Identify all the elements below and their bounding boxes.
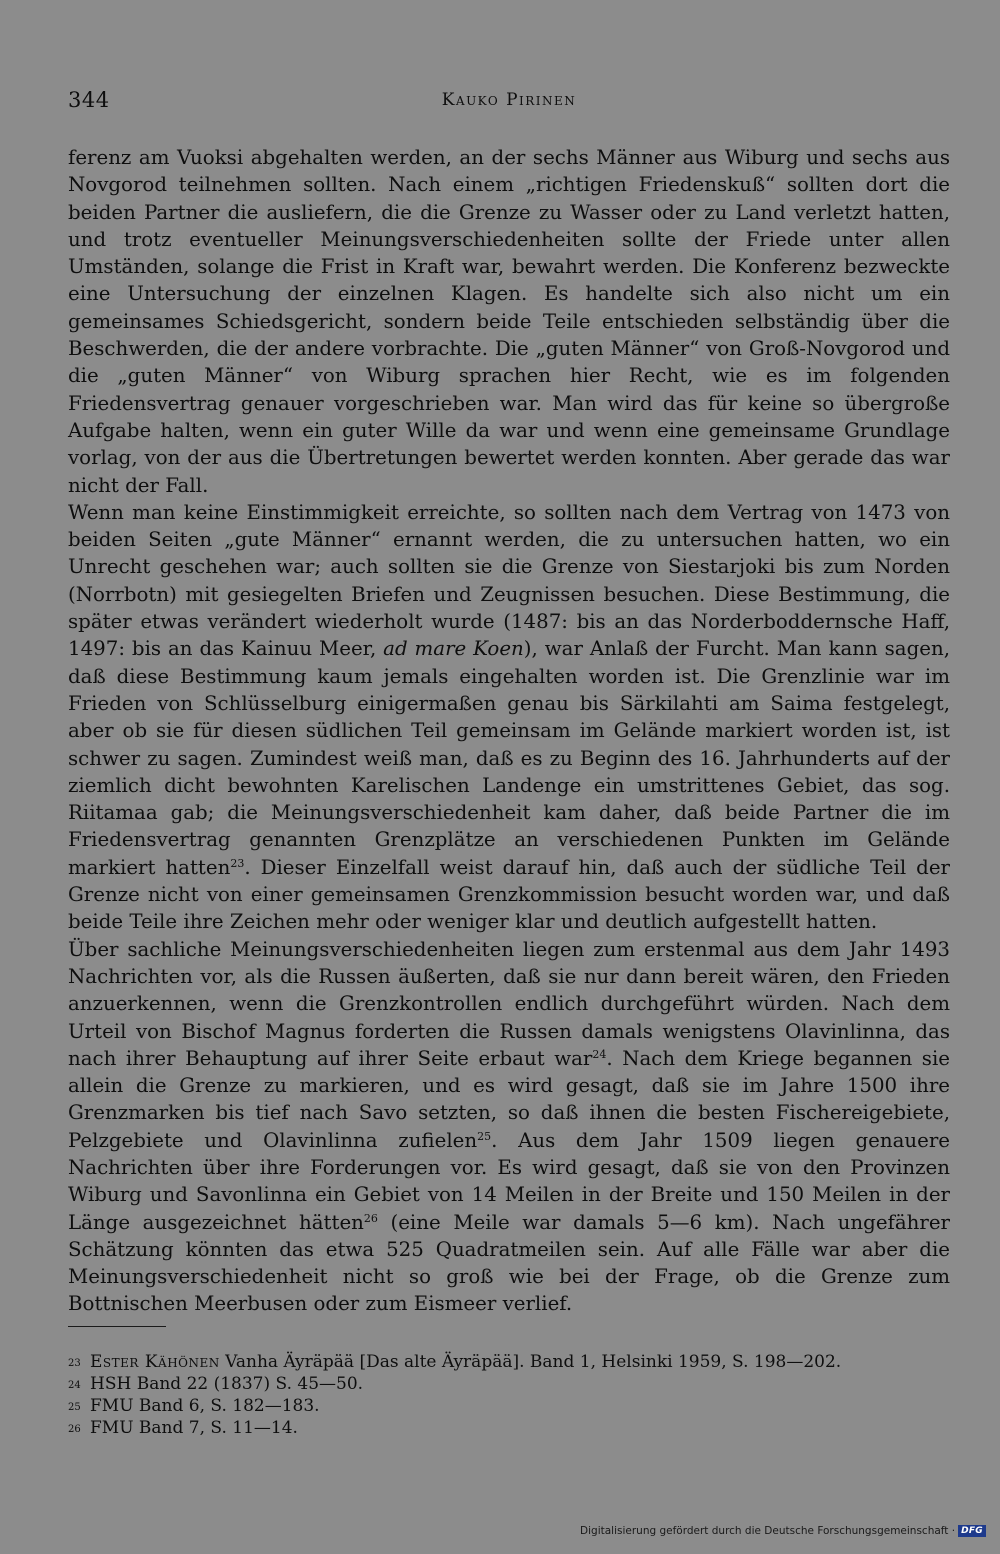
body-text — [68, 144, 950, 1318]
footnote-ref[interactable]: 24 — [592, 1047, 607, 1061]
footnote-number: 25 — [68, 1402, 81, 1413]
footnotes — [68, 1352, 968, 1440]
footnote — [68, 1418, 968, 1440]
dfg-logo-icon: DFG — [958, 1525, 986, 1537]
footnote-number: 26 — [68, 1424, 81, 1435]
footnote — [68, 1352, 968, 1374]
footnote — [68, 1374, 968, 1396]
page-header — [68, 88, 950, 118]
paragraph: Wenn man keine Einstimmigkeit erreichte, so sollten nach dem Vertrag von 1473 von beiden Seiten „gute Männer“ ernannt werden, die zu untersuchen hatten, wo ein Unrecht geschehen war; auch sollten sie die Grenze von Siestarjoki bis zum Norden (Norrbotn) mit gesiegelten Briefen und Zeugnissen besuchen. Diese Bestimmung, die später etwas verändert wiederholt wurde (1487: bis an das Norderboddernsche Haff, 1497: bis an das Kainuu Meer, ad mare Koen), war Anlaß der Furcht. Man kann sagen, daß diese Bestimmung kaum jemals eingehalten worden ist. Die Grenzlinie war im Frieden von Schlüsselburg einigermaßen genau bis Särkilahti am Saima festgelegt, aber ob sie für diesen südlichen Teil gemeinsam im Gelände markiert worden ist, ist schwer zu sagen. Zumindest weiß man, daß es zu Beginn des 16. Jahrhunderts auf der ziemlich dicht bewohnten Karelischen Landenge ein umstrittenes Gebiet, das sog. Riitamaa gab; die Meinungsverschiedenheit kam daher, daß beide Partner die im Friedensvertrag genannten Grenzplätze an verschiedenen Punkten im Gelände markiert hatten$^{23}$. Dieser Einzelfall weist darauf hin, daß auch der südliche Teil der Grenze nicht von einer gemeinsamen Grenzkommission besucht worden war, und daß beide Teile ihre Zeichen mehr oder weniger klar und deutlich aufgestellt hatten. — [68, 500, 950, 934]
digitization-credit — [580, 1525, 986, 1537]
footnote-text: HSH Band 22 (1837) S. 45—50. — [90, 1374, 364, 1394]
footnote-ref[interactable]: 26 — [363, 1211, 378, 1225]
footnote-author: Ester Kähönen — [90, 1352, 220, 1372]
credit-text: Digitalisierung gefördert durch die Deutsche Forschungsgemeinschaft · — [580, 1525, 956, 1537]
footnote-text: Vanha Äyräpää [Das alte Äyräpää]. Band 1, Helsinki 1959, S. 198—202. — [219, 1352, 842, 1372]
footnote-text: FMU Band 7, S. 11—14. — [90, 1418, 298, 1438]
paragraph: Über sachliche Meinungsverschiedenheiten liegen zum erstenmal aus dem Jahr 1493 Nachrichten vor, als die Russen äußerten, daß sie nur dann bereit wären, den Frieden anzuerkennen, wenn die Grenzkontrollen endlich durchgeführt würden. Nach dem Urteil von Bischof Magnus forderten die Russen damals wenigstens Olavinlinna, das nach ihrer Behauptung auf ihrer Seite erbaut war$^{24}$. Nach dem Kriege begannen sie allein die Grenze zu markieren, und es wird gesagt, daß sie im Jahre 1500 ihre Grenzmarken bis tief nach Savo setzten, so daß ihnen die besten Fischereigebiete, Pelzgebiete und Olavinlinna zufielen$^{25}$. Aus dem Jahr 1509 liegen genauere Nachrichten über ihre Forderungen vor. Es wird gesagt, daß sie von den Provinzen Wiburg und Savonlinna ein Gebiet von 14 Meilen in der Breite und 150 Meilen in der Länge ausgezeichnet hätten$^{26}$ (eine Meile war damals 5—6 km). Nach ungefährer Schätzung könnten das etwa 525 Quadratmeilen sein. Auf alle Fälle war aber die Meinungsverschiedenheit nicht so groß wie bei der Frage, ob die Grenze zum Bottnischen Meerbusen oder zum Eismeer verlief. — [68, 937, 950, 1316]
footnote — [68, 1396, 968, 1418]
footnote-number: 24 — [68, 1380, 81, 1391]
running-head: Kauko Pirinen — [441, 90, 577, 110]
latin-phrase: ad mare Koen — [383, 637, 524, 661]
footnote-number: 23 — [68, 1358, 81, 1369]
footnote-ref[interactable]: 23 — [230, 856, 245, 870]
footnote-divider — [68, 1326, 166, 1327]
page-number: 344 — [68, 88, 110, 112]
paragraph: ferenz am Vuoksi abgehalten werden, an der sechs Männer aus Wiburg und sechs aus Novgorod teilnehmen sollten. Nach einem „richtigen Friedenskuß“ sollten dort die beiden Partner die ausliefern, die die Grenze zu Wasser oder zu Land verletzt hatten, und trotz eventueller Meinungsverschiedenheiten sollte der Friede unter allen Umständen, solange die Frist in Kraft war, bewahrt werden. Die Konferenz bezweckte eine Untersuchung der einzelnen Klagen. Es handelte sich also nicht um ein gemeinsames Schiedsgericht, sondern beide Teile entschieden selbständig über die Beschwerden, die der andere vorbrachte. Die „guten Männer“ von Groß-Novgorod und die „guten Männer“ von Wiburg sprachen hier Recht, wie es im folgenden Friedensvertrag genauer vorgeschrieben war. Man wird das für keine so übergroße Aufgabe halten, wenn ein guter Wille da war und wenn eine gemeinsame Grundlage vorlag, von der aus die Übertretungen bewertet werden konnten. Aber gerade das war nicht der Fall. — [68, 146, 950, 497]
footnote-ref[interactable]: 25 — [477, 1129, 492, 1143]
footnote-text: FMU Band 6, S. 182—183. — [90, 1396, 320, 1416]
